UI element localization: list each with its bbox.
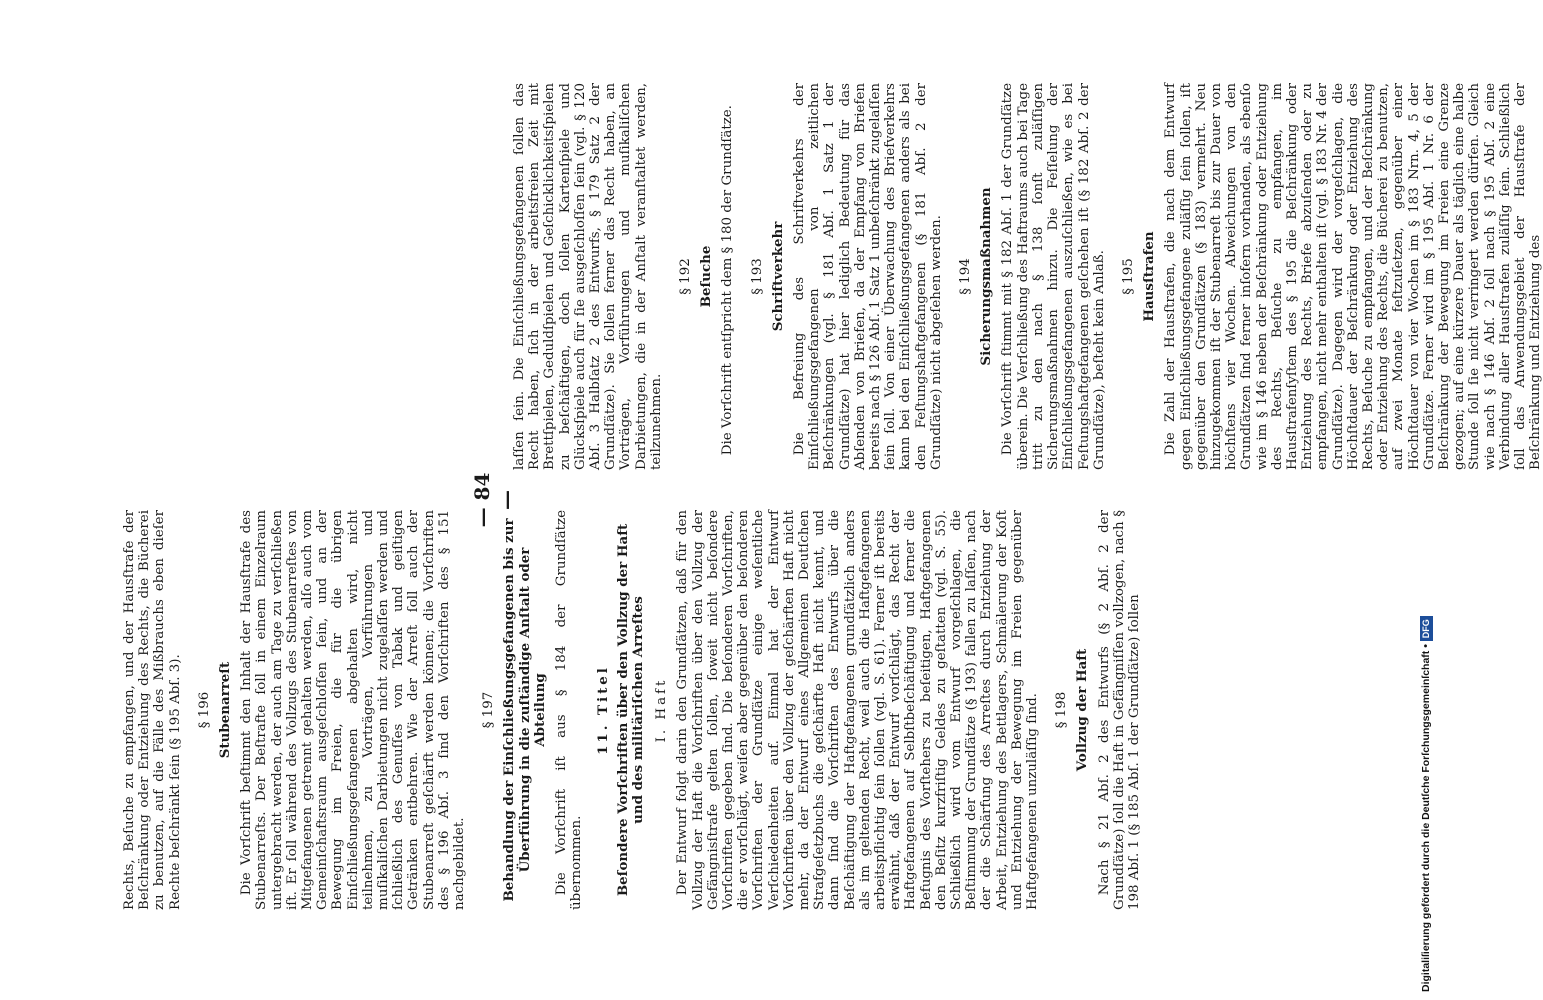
title-number: 11. Titel xyxy=(595,665,612,755)
section-number: § 195 xyxy=(1120,258,1136,295)
section-number: § 194 xyxy=(958,258,974,295)
section-number: § 196 xyxy=(196,691,212,729)
subsection-heading: I. Haft xyxy=(654,677,670,743)
paragraph: Rechts, Beſuche zu empfangen, und der Hausſtrafe der Beſchränkung oder Entziehung des Rechts, die Bücherei zu benutzen, auf die Fälle des Mißbrauchs eben dieſer Rechte beſchränkt ſein (§ 195 Abſ. 3). xyxy=(122,510,183,910)
right-column xyxy=(122,510,1142,910)
section-number: § 198 xyxy=(1054,691,1070,729)
section-number: § 197 xyxy=(481,691,497,729)
paragraph: Die Zahl der Hausſtrafen, die nach dem Entwurf gegen Einſchließungsgefangene zuläſſig ſein ſollen, iſt gegenüber den Grundſätzen (§ 183) vermehrt. Neu hinzugekommen iſt der Stubenarreſt bis zur Dauer von höchſtens vier Wochen. Abweichungen von den Grundſätzen ſind ferner inſofern vorhanden, als ebenſo wie im § 146 neben der Beſchränkung oder Entziehung des Rechts, Beſuche zu empfangen, im Hausſtrafenſyſtem des § 195 die Beſchränkung oder Entziehung des Rechts, Briefe abzuſenden oder zu empfangen, nicht mehr enthalten iſt (vgl. § 183 Nr. 4 der Grundſätze). Dagegen wird der vorgeſchlagen, die Höchſtdauer der Beſchränkung oder Entziehung des Rechts, Beſuche zu empfangen, und der Beſchränkung oder Entziehung des Rechts, die Bücherei zu benutzen, auf zwei Monate feſtzuſetzen, gegenüber einer Höchſtdauer von vier Wochen im § 183 Nrn. 4, 5 der Grundſätze. Ferner wird im § 195 Abſ. 1 Nr. 6 der Beſchränkung der Bewegung im Freien eine Grenze gezogen; auf eine kürzere Dauer als täglich eine halbe Stunde ſoll ſie nicht verringert werden dürfen. Gleich wie nach § 146 Abſ. 2 ſoll nach § 195 Abſ. 2 eine Verbindung aller Hausſtrafen zuläſſig ſein. Schließlich ſoll das Anwendungsgebiet der Hausſtrafe der Beſchränkung und Entziehung des xyxy=(1163,83,1543,470)
section-heading: Beſuche xyxy=(698,245,715,308)
section-heading: Vollzug der Haft xyxy=(1074,648,1091,772)
paragraph: Die Vorſchrift iſt aus § 184 der Grundſätze übernommen. xyxy=(554,510,585,910)
section-number: § 193 xyxy=(749,258,765,295)
section-heading: Stubenarreſt xyxy=(217,661,234,759)
section-heading: Schriftverkehr xyxy=(769,221,786,332)
section-heading: Behandlung der Einſchließungsgefangenen bis zur Überführung in die zuſtändige Anſtalt oder Abteilung xyxy=(501,518,548,902)
paragraph: Die Vorſchrift ſtimmt mit § 182 Abſ. 1 der Grundſätze überein. Die Verſchließung des Haftraums auch bei Tage tritt zu den nach § 138 ſonſt zuläſſigen Sicherungsmaßnahmen hinzu. Die Feſſelung der Einſchließungsgefangenen auszuſchließen, wie es bei Feſtungshaftgefangenen geſchehen iſt (§ 182 Abſ. 2 der Grundſätze), beſteht kein Anlaß. xyxy=(1000,83,1107,470)
title-heading: Beſondere Vorſchriften über den Vollzug der Haft und des militäriſchen Arreſtes xyxy=(614,523,646,897)
paragraph: Nach § 21 Abſ. 2 des Entwurfs (§ 2 Abſ. 2 der Grundſätze) ſoll die Haft in Gefängniſſen vollzogen, nach § 198 Abſ. 1 (§ 185 Abſ. 1 der Grundſätze) ſollen xyxy=(1096,510,1142,910)
paragraph: Der Entwurf folgt darin den Grundſätzen, daß für den Vollzug der Haft die Vorſchriften über den Vollzug der Gefängnisſtrafe gelten ſollen, ſoweit nicht beſondere Vorſchriften gegeben ſind. Die beſonderen Vorſchriften, die er vorſchlägt, weiſen aber gegenüber den beſonderen Vorſchriften der Grundſätze einige weſentliche Verſchiedenheiten auf. Einmal hat der Entwurf Vorſchriften über den Vollzug der geſchärften Haft nicht mehr, da der Entwurf eines Allgemeinen Deutſchen Strafgeſetzbuchs die geſchärfte Haft nicht kennt, und dann ſind die Vorſchriften des Entwurfs über die Beſchäftigung der Haftgefangenen grundſätzlich anders als im geltenden Recht, weil auch die Haftgefangenen arbeitspflichtig ſein ſollen (vgl. S. 61). Ferner iſt bereits erwähnt, daß der Entwurf vorſchlägt, das Recht der Haftgefangenen auf Selbſtbeſchäftigung und ferner die Befugnis des Vorſtehers zu beſeitigen, Haftgefangenen den Beſitz kurzfriſtig Geldes zu geſtatten (vgl. S. 55). Schließlich wird vom Entwurf vorgeſchlagen, die Beſtimmung der Grundſätze (§ 193) fallen zu laſſen, nach der die Schärfung des Arreſtes durch Entziehung der Arbeit, Entziehung des Bettlagers, Schmälerung der Koſt und Entziehung der Bewegung im Freien gegenüber Haftgefangenen unzuläſſig ſind. xyxy=(675,510,1040,910)
funding-text: Digitaliſierung gefördert durch die Deutſche Forſchungsgemeinſchaft • xyxy=(1420,644,1432,992)
funding-strip xyxy=(1418,8,1434,992)
paragraph: laſſen ſein. Die Einſchließungsgefangenen ſollen das Recht haben, ſich in der arbeitsfreien Zeit mit Brettſpielen, Geduldſpielen und Geſchicklichkeitsſpielen zu beſchäftigen, doch ſollen Kartenſpiele und Glücksſpiele auch für ſie ausgeſchloſſen ſein (vgl. § 120 Abſ. 3 Halbſatz 2 des Entwurfs, § 179 Satz 2 der Grundſätze). Sie ſollen ferner das Recht haben, an Vorträgen, Vorführungen und muſikaliſchen Darbietungen, die in der Anſtalt veranſtaltet werden, teilzunehmen. xyxy=(512,83,664,470)
funding-note xyxy=(1418,8,1434,992)
section-heading: Sicherungsmaßnahmen xyxy=(978,187,995,366)
left-column xyxy=(512,83,1543,470)
dfg-logo: DFG xyxy=(1420,616,1433,641)
paragraph: Die Befreiung des Schriftverkehrs der Einſchließungsgefangenen von zeitlichen Beſchränkungen (vgl. § 181 Abſ. 1 Satz 1 der Grundſätze) hat hier lediglich Bedeutung für das Abſenden von Briefen, da der Empfang von Briefen bereits nach § 126 Abſ. 1 Satz 1 unbeſchränkt zugelaſſen ſein ſoll. Von einer Überwachung des Briefverkehrs kann bei den Einſchließungsgefangenen anders als bei den Feſtungshaftgefangenen (§ 181 Abſ. 2 der Grundſätze) nicht abgeſehen werden. xyxy=(792,83,944,470)
page-number: — 84 — xyxy=(470,472,518,528)
paragraph: Die Vorſchrift beſtimmt den Inhalt der Hausſtrafe des Stubenarreſts. Der Beſtrafte ſoll in einem Einzelraum untergebracht werden, der auch am Tage zu verſchließen iſt. Er ſoll während des Vollzugs des Stubenarreſtes von Mitgefangenen getrennt gehalten werden, alſo auch vom Gemeinſchaftsraum ausgeſchloſſen ſein, und an der Bewegung im Freien, die für die übrigen Einſchließungsgefangenen abgehalten wird, nicht teilnehmen, zu Vorträgen, Vorführungen und muſikaliſchen Darbietungen nicht zugelaſſen werden und ſchließlich des Genuſſes von Tabak und geiſtigen Getränken entbehren. Wie der Arreſt ſoll auch der Stubenarreſt geſchärft werden können; die Vorſchriften des § 196 Abſ. 3 ſind den Vorſchriften des § 151 nachgebildet. xyxy=(239,510,468,910)
section-number: § 192 xyxy=(678,258,694,295)
section-heading: Hausſtrafen xyxy=(1141,231,1158,322)
paragraph: Die Vorſchrift entſpricht dem § 180 der Grundſätze. xyxy=(720,105,736,456)
